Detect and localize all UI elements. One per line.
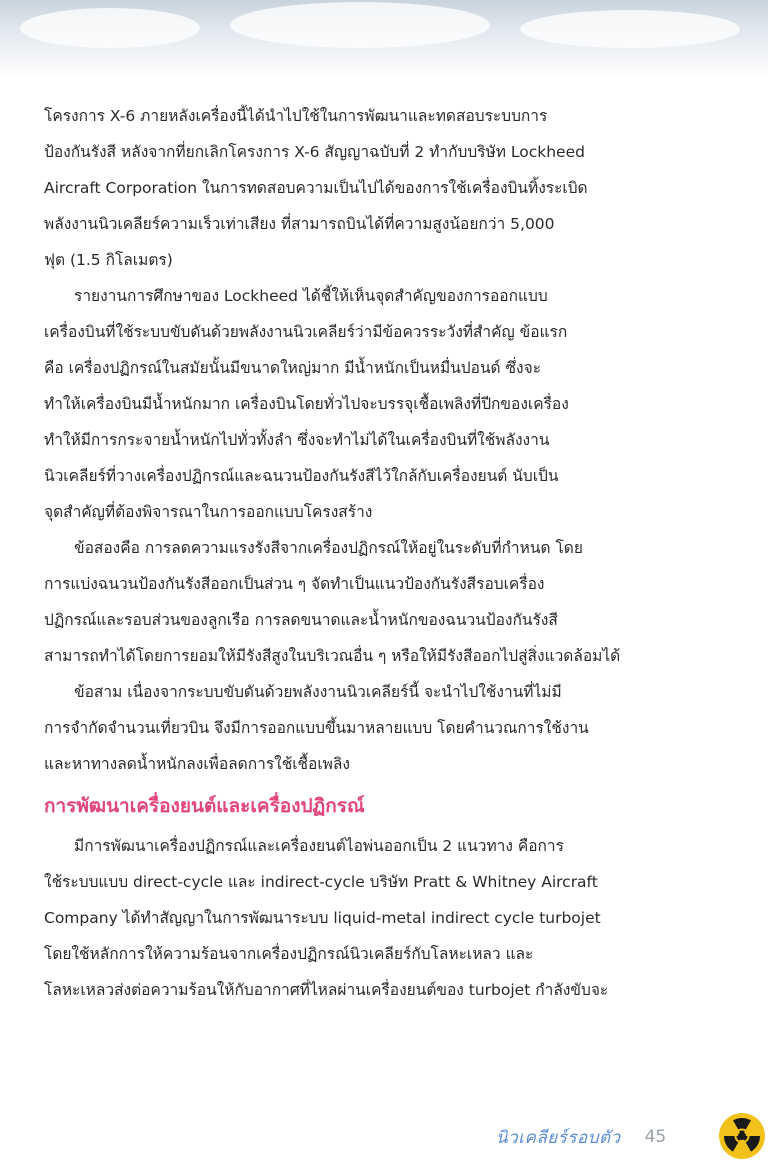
page-footer bbox=[496, 1120, 666, 1154]
text-line: พลังงานนิวเคลียร์ความเร็วเท่าเสียง ที่สามารถบินได้ที่ความสูงน้อยกว่า 5,000 bbox=[44, 215, 555, 233]
paragraph-3 bbox=[44, 530, 692, 674]
section-heading: การพัฒนาเครื่องยนต์และเครื่องปฏิกรณ์ bbox=[44, 795, 365, 817]
text-line: นิวเคลียร์ที่วางเครื่องปฏิกรณ์และฉนวนป้องกันรังสีไว้ใกล้กับเครื่องยนต์ นับเป็น bbox=[44, 467, 559, 485]
page-body bbox=[44, 98, 692, 1008]
text-line: การจำกัดจำนวนเที่ยวบิน จึงมีการออกแบบขึ้นมาหลายแบบ โดยคำนวณการใช้งาน bbox=[44, 719, 589, 737]
text-line: ทำให้เครื่องบินมีน้ำหนักมาก เครื่องบินโดยทั่วไปจะบรรจุเชื้อเพลิงที่ปีกของเครื่อง bbox=[44, 395, 569, 413]
text-line: ฟุต (1.5 กิโลเมตร) bbox=[44, 251, 173, 269]
text-line: สามารถทำได้โดยการยอมให้มีรังสีสูงในบริเวณอื่น ๆ หรือให้มีรังสีออกไปสู่สิ่งแวดล้อมได้ bbox=[44, 647, 621, 665]
text-line: Aircraft Corporation ในการทดสอบความเป็นไปได้ของการใช้เครื่องบินทิ้งระเบิด bbox=[44, 179, 588, 197]
text-line: ทำให้มีการกระจายน้ำหนักไปทั่วทั้งลำ ซึ่งจะทำไม่ได้ในเครื่องบินที่ใช้พลังงาน bbox=[44, 431, 550, 449]
paragraph-5 bbox=[44, 828, 692, 1008]
text-line: คือ เครื่องปฏิกรณ์ในสมัยนั้นมีขนาดใหญ่มาก มีน้ำหนักเป็นหมื่นปอนด์ ซึ่งจะ bbox=[44, 359, 542, 377]
text-line: ป้องกันรังสี หลังจากที่ยกเลิกโครงการ X-6 สัญญาฉบับที่ 2 ทำกับบริษัท Lockheed bbox=[44, 143, 585, 161]
text-line: ข้อสาม เนื่องจากระบบขับดันด้วยพลังงานนิวเคลียร์นี้ จะนำไปใช้งานที่ไม่มี bbox=[74, 683, 562, 701]
page-number: 45 bbox=[644, 1127, 667, 1147]
text-line: การแบ่งฉนวนป้องกันรังสีออกเป็นส่วน ๆ จัดทำเป็นแนวป้องกันรังสีรอบเครื่อง bbox=[44, 575, 545, 593]
paragraph-1 bbox=[44, 98, 692, 278]
text-line: ปฏิกรณ์และรอบส่วนของลูกเรือ การลดขนาดและน้ำหนักของฉนวนป้องกันรังสี bbox=[44, 611, 558, 629]
text-line: รายงานการศึกษาของ Lockheed ได้ชี้ให้เห็นจุดสำคัญของการออกแบบ bbox=[74, 287, 548, 305]
text-line: โลหะเหลวส่งต่อความร้อนให้กับอากาศที่ไหลผ่านเครื่องยนต์ของ turbojet กำลังขับจะ bbox=[44, 981, 609, 999]
text-line: Company ได้ทำสัญญาในการพัฒนาระบบ liquid-metal indirect cycle turbojet bbox=[44, 909, 601, 927]
sky-header-image bbox=[0, 0, 768, 78]
text-line: ข้อสองคือ การลดความแรงรังสีจากเครื่องปฏิกรณ์ให้อยู่ในระดับที่กำหนด โดย bbox=[74, 539, 583, 557]
text-line: และหาทางลดน้ำหนักลงเพื่อลดการใช้เชื้อเพลิง bbox=[44, 755, 350, 773]
text-line: ใช้ระบบแบบ direct-cycle และ indirect-cycle บริษัท Pratt & Whitney Aircraft bbox=[44, 873, 598, 891]
paragraph-2 bbox=[44, 278, 692, 530]
paragraph-4 bbox=[44, 674, 692, 782]
text-line: เครื่องบินที่ใช้ระบบขับดันด้วยพลังงานนิวเคลียร์ว่ามีข้อควรระวังที่สำคัญ ข้อแรก bbox=[44, 323, 568, 341]
text-line: มีการพัฒนาเครื่องปฏิกรณ์และเครื่องยนต์ไอพ่นออกเป็น 2 แนวทาง คือการ bbox=[74, 837, 564, 855]
radiation-icon bbox=[718, 1112, 766, 1160]
footer-book-title: นิวเคลียร์รอบตัว bbox=[496, 1127, 621, 1148]
text-line: โครงการ X-6 ภายหลังเครื่องนี้ได้นำไปใช้ในการพัฒนาและทดสอบระบบการ bbox=[44, 107, 548, 125]
text-line: โดยใช้หลักการให้ความร้อนจากเครื่องปฏิกรณ์นิวเคลียร์กับโลหะเหลว และ bbox=[44, 945, 534, 963]
text-line: จุดสำคัญที่ต้องพิจารณาในการออกแบบโครงสร้าง bbox=[44, 503, 373, 521]
